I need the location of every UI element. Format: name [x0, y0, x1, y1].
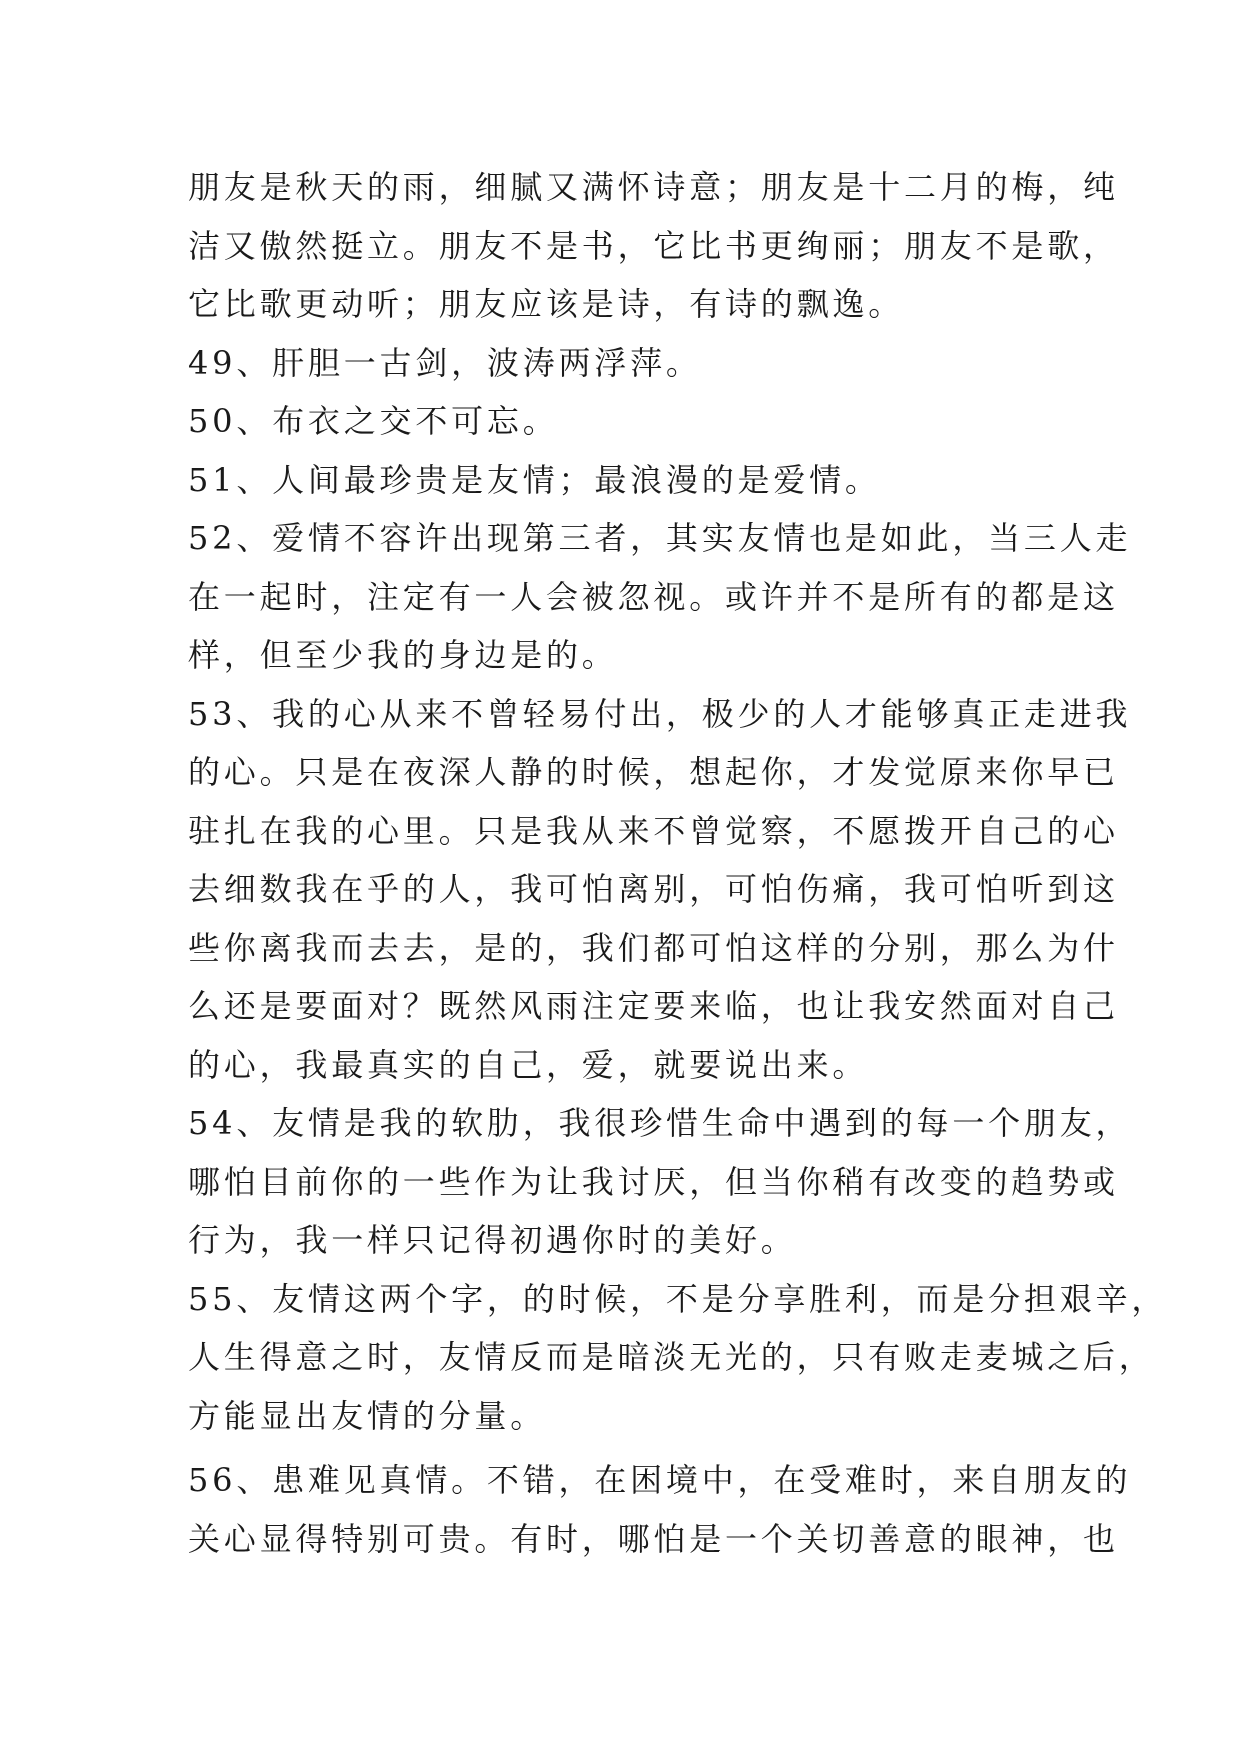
text-line: 样，但至少我的身边是的。 — [188, 636, 618, 674]
text-line: 哪怕目前你的一些作为让我讨厌，但当你稍有改变的趋势或 — [188, 1162, 1119, 1201]
text-line: 在一起时，注定有一人会被忽视。或许并不是所有的都是这 — [188, 577, 1119, 616]
text-line: 洁又傲然挺立。朋友不是书，它比书更绚丽；朋友不是歌， — [188, 226, 1119, 265]
text-line: 54、友情是我的软肋，我很珍惜生命中遇到的每一个朋友， — [188, 1104, 1132, 1142]
text-line: 56、患难见真情。不错，在困境中，在受难时，来自朋友的 — [188, 1461, 1132, 1499]
text-line: 行为，我一样只记得初遇你时的美好。 — [188, 1221, 797, 1259]
text-line: 驻扎在我的心里。只是我从来不曾觉察，不愿拨开自己的心 — [188, 811, 1119, 850]
text-line: 53、我的心从来不曾轻易付出，极少的人才能够真正走进我 — [188, 694, 1132, 733]
text-line: 的心，我最真实的自己，爱，就要说出来。 — [188, 1045, 869, 1084]
text-line: 52、爱情不容许出现第三者，其实友情也是如此，当三人走 — [188, 519, 1132, 557]
text-line: 些你离我而去去，是的，我们都可怕这样的分别，那么为什 — [188, 928, 1119, 967]
document-body — [188, 158, 1168, 1568]
text-line: 方能显出友情的分量。 — [188, 1396, 547, 1435]
text-line: 朋友是秋天的雨，细腻又满怀诗意；朋友是十二月的梅，纯 — [188, 168, 1119, 206]
text-line: 51、人间最珍贵是友情；最浪漫的是爱情。 — [188, 460, 881, 499]
text-line: 去细数我在乎的人，我可怕离别，可怕伤痛，我可怕听到这 — [188, 870, 1119, 908]
text-line: 50、布衣之交不可忘。 — [188, 402, 559, 440]
text-line: 55、友情这两个字，的时候，不是分享胜利，而是分担艰辛， — [188, 1279, 1168, 1318]
text-line: 的心。只是在夜深人静的时候，想起你，才发觉原来你早已 — [188, 753, 1119, 791]
text-line: 49、肝胆一古剑，波涛两浮萍。 — [188, 343, 702, 382]
text-line: 人生得意之时，友情反而是暗淡无光的，只有败走麦城之后， — [188, 1338, 1155, 1376]
text-line: 它比歌更动听；朋友应该是诗，有诗的飘逸。 — [188, 285, 905, 323]
text-line: 关心显得特别可贵。有时，哪怕是一个关切善意的眼神，也 — [188, 1519, 1119, 1558]
text-line: 么还是要面对？既然风雨注定要来临，也让我安然面对自己 — [188, 987, 1119, 1025]
